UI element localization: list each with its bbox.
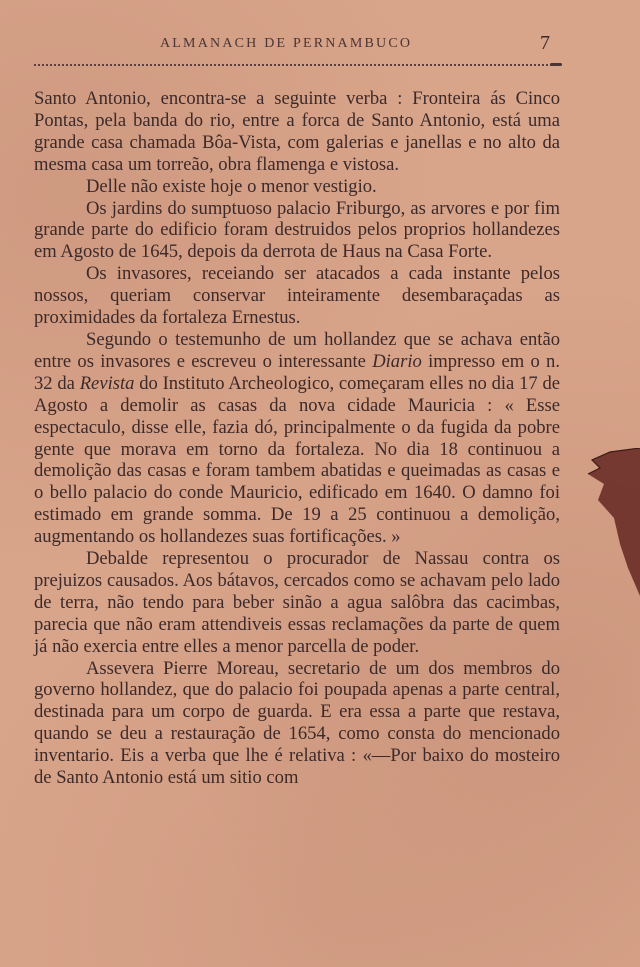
page-header (34, 34, 594, 56)
paragraph: Debalde representou o procurador de Nassau contra os prejuizos causados. Aos bátavos, cercados como se achavam pelo lado de terra, não tendo para beber sinão a agua salôbra das cacimbas, parecia que não eram attendiveis essas reclamações da parte de quem já não exercia entre elles a menor parcella de poder. (34, 548, 560, 657)
body-text (34, 88, 560, 789)
header-rule-ornament (550, 63, 562, 66)
header-rule (34, 64, 560, 66)
paper-tear (570, 448, 640, 598)
paragraph-text: impresso em o n. 32 da (34, 350, 560, 394)
paragraph: Delle não existe hoje o menor vestigio. (86, 175, 377, 197)
italic-title: Diario (372, 350, 422, 372)
paragraph-text: do Instituto Archeologico, começaram elles no dia 17 de Agosto a demolir as casas da nova cidade Mauricia : « Esse espectaculo, disse elle, fazia dó, principalmente o da fugida da pobre gente que morava em torno da fortaleza. No dia 18 continuou a demolição das casas e foram tambem abatidas e queimadas as casas e o bello palacio do conde Mauricio, edificado em 1640. O damno foi estimado em grande somma. De 19 a 25 continuou a demolição, augmentando os hollandezes suas fortificações. » (34, 372, 560, 548)
page-number: 7 (540, 32, 550, 54)
paragraph-text: Segundo o testemunho de um hollandez que se achava então entre os invasores e escreveu o interessante (34, 328, 560, 372)
paragraph: Assevera Pierre Moreau, secretario de um dos membros do governo hollandez, que do palacio foi poupada apenas a parte central, destinada para um corpo de guarda. E era essa a parte que restava, quando se deu a restauração de 1654, como consta do mencionado inventario. Eis a verba que lhe é relativa : «—Por baixo do mosteiro de Santo Antonio está um sitio com (34, 657, 560, 789)
running-title: ALMANACH DE PERNAMBUCO (160, 36, 413, 51)
paragraph: Santo Antonio, encontra-se a seguinte verba : Fronteira ás Cinco Pontas, pela banda do rio, entre a forca de Santo Antonio, está uma grande casa chamada Bôa-Vista, com galerias e janellas e no alto da mesma casa um torreão, obra flamenga e vistosa. (34, 88, 560, 175)
paragraph: Os jardins do sumptuoso palacio Friburgo, as arvores e por fim grande parte do edificio foram destruidos pelos proprios hollandezes em Agosto de 1645, depois da derrota de Haus na Casa Forte. (34, 197, 560, 263)
italic-title: Revista (79, 372, 135, 394)
paragraph: Os invasores, receiando ser atacados a cada instante pelos nossos, queriam conservar inteiramente desembaraçadas as proximidades da fortaleza Ernestus. (34, 263, 560, 329)
paragraph (34, 329, 560, 548)
